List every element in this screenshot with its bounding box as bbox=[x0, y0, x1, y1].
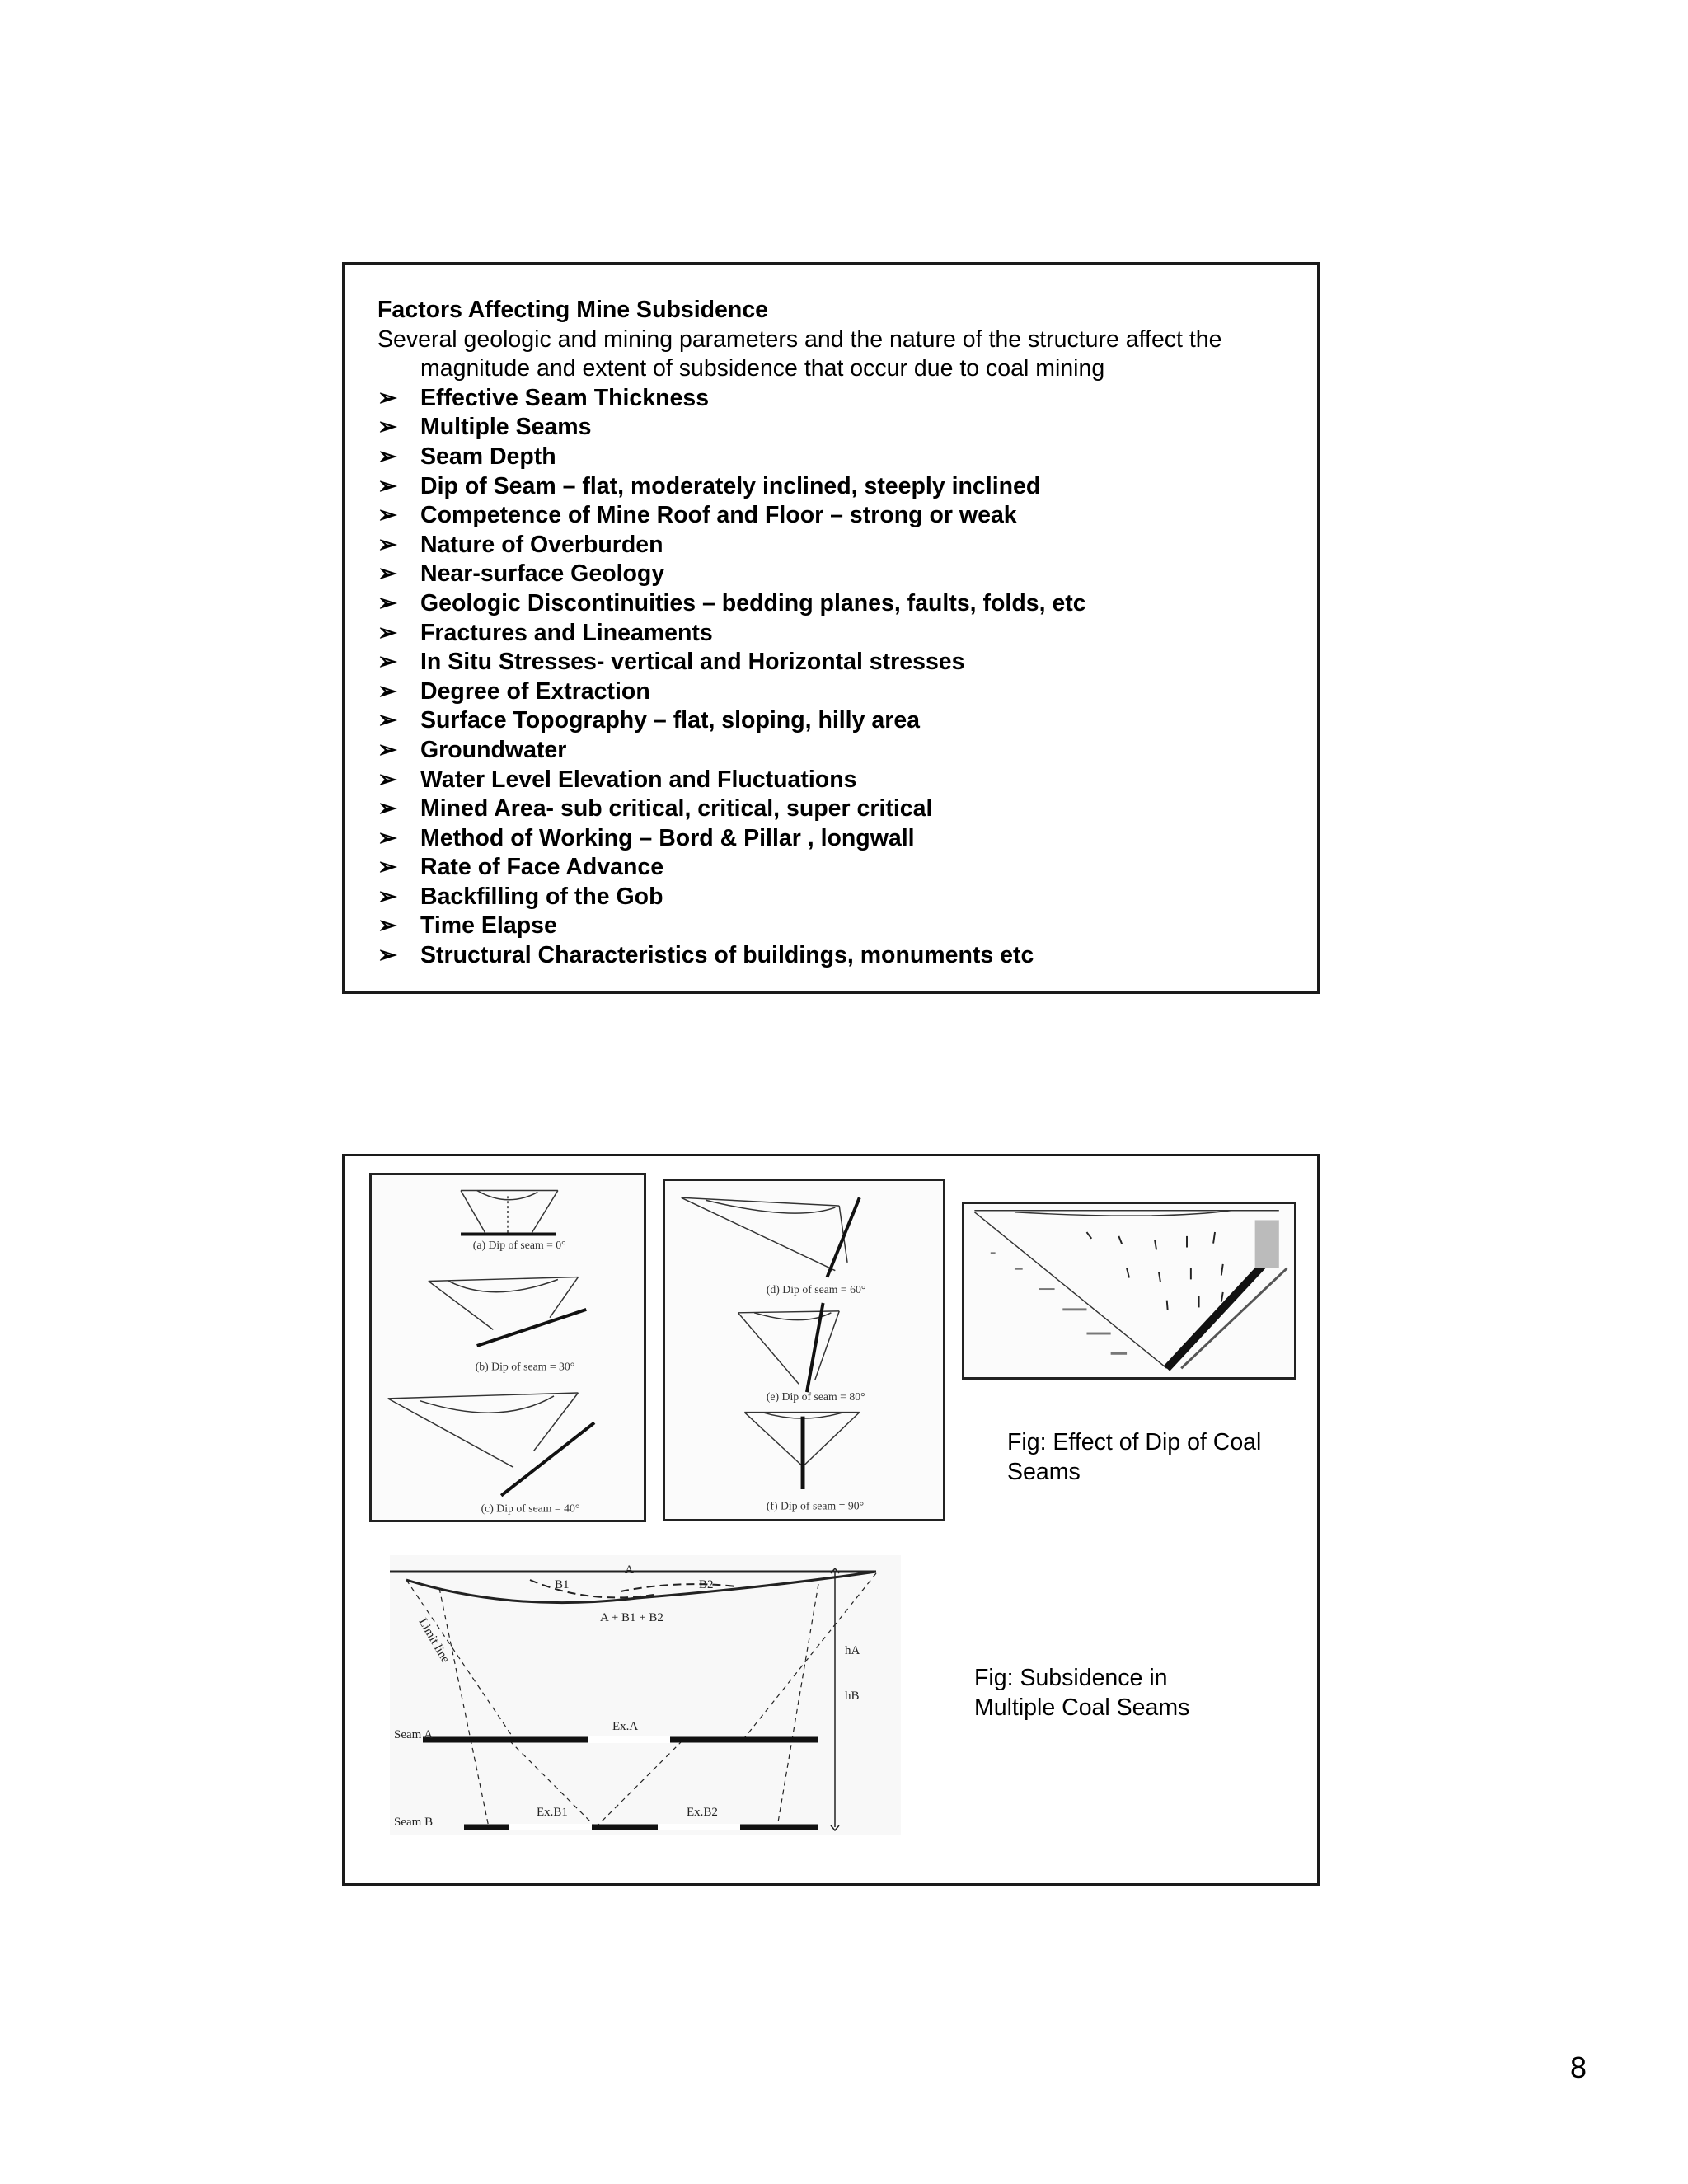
slide-factors-affecting-subsidence bbox=[342, 262, 1320, 994]
dip-sketch-left-drawing bbox=[372, 1175, 644, 1520]
label-ex-a: Ex.A bbox=[612, 1720, 639, 1733]
svg-text:(f) Dip of seam = 90°: (f) Dip of seam = 90° bbox=[766, 1499, 865, 1512]
bullet-arrow-icon: ➢ bbox=[377, 912, 397, 940]
label-ex-b2: Ex.B2 bbox=[687, 1806, 718, 1819]
factor-list bbox=[377, 384, 1284, 971]
factor-label: In Situ Stresses- vertical and Horizontal stresses bbox=[420, 649, 965, 676]
caption-word: Fig: bbox=[974, 1665, 1014, 1691]
caption-dip-of-coal-seams: Fig: Effect of Dip of Coal Seams bbox=[1007, 1429, 1262, 1485]
factor-list-item bbox=[377, 883, 1284, 912]
factor-list-item bbox=[377, 912, 1284, 941]
label-seam-a: Seam A bbox=[394, 1728, 434, 1741]
label-h-b: hB bbox=[845, 1690, 860, 1703]
factor-label: Competence of Mine Roof and Floor – strong or weak bbox=[420, 502, 1017, 529]
bullet-arrow-icon: ➢ bbox=[377, 854, 397, 881]
factor-label: Effective Seam Thickness bbox=[420, 384, 710, 411]
factor-list-item bbox=[377, 413, 1284, 443]
dip-sketch-figure-left bbox=[369, 1173, 646, 1522]
bullet-arrow-icon: ➢ bbox=[377, 443, 397, 470]
caption-word: in bbox=[1149, 1665, 1168, 1691]
label-b2: B2 bbox=[699, 1578, 714, 1591]
factor-label: Backfilling of the Gob bbox=[420, 883, 663, 910]
factor-label: Multiple Seams bbox=[420, 414, 592, 441]
factor-list-item bbox=[377, 736, 1284, 766]
dip-sketch-middle-drawing bbox=[665, 1181, 943, 1519]
factor-label: Dip of Seam – flat, moderately inclined, steeply inclined bbox=[420, 472, 1041, 499]
factor-list-item bbox=[377, 560, 1284, 589]
factor-label: Near-surface Geology bbox=[420, 560, 665, 588]
factor-list-item bbox=[377, 443, 1284, 472]
factor-label: Nature of Overburden bbox=[420, 531, 663, 558]
factor-list-item bbox=[377, 501, 1284, 531]
bullet-arrow-icon: ➢ bbox=[377, 649, 397, 676]
factor-list-item bbox=[377, 472, 1284, 502]
svg-text:(e) Dip of seam = 80°: (e) Dip of seam = 80° bbox=[766, 1390, 865, 1403]
multiple-seam-subsidence-drawing bbox=[390, 1555, 901, 1835]
label-ex-b1: Ex.B1 bbox=[537, 1806, 568, 1819]
svg-text:(a) Dip of seam = 0°: (a) Dip of seam = 0° bbox=[472, 1239, 566, 1252]
bullet-arrow-icon: ➢ bbox=[377, 531, 397, 558]
factor-label: Seam Depth bbox=[420, 443, 556, 470]
label-seam-b: Seam B bbox=[394, 1816, 434, 1829]
factor-label: Method of Working – Bord & Pillar , longwall bbox=[420, 824, 915, 851]
label-b1: B1 bbox=[555, 1578, 570, 1591]
bullet-arrow-icon: ➢ bbox=[377, 707, 397, 734]
factor-list-item bbox=[377, 589, 1284, 619]
slide-subsidence-figures bbox=[342, 1154, 1320, 1886]
factor-list-item bbox=[377, 677, 1284, 707]
bullet-arrow-icon: ➢ bbox=[377, 472, 397, 499]
page-number: 8 bbox=[1570, 2050, 1587, 2084]
factor-list-item bbox=[377, 531, 1284, 560]
caption-line-2: Multiple Coal Seams bbox=[974, 1694, 1190, 1721]
factor-label: Surface Topography – flat, sloping, hilly area bbox=[420, 707, 921, 734]
bullet-arrow-icon: ➢ bbox=[377, 824, 397, 851]
bullet-arrow-icon: ➢ bbox=[377, 883, 397, 910]
label-a: A bbox=[625, 1563, 634, 1577]
factor-label: Geologic Discontinuities – bedding planes, faults, folds, etc bbox=[420, 589, 1086, 616]
caption-multiple-coal-seams bbox=[974, 1663, 1246, 1722]
bullet-arrow-icon: ➢ bbox=[377, 795, 397, 823]
factor-list-item bbox=[377, 941, 1284, 971]
label-limit-line: Limit line bbox=[415, 1616, 452, 1666]
bullet-arrow-icon: ➢ bbox=[377, 384, 397, 411]
svg-text:(d) Dip of seam = 60°: (d) Dip of seam = 60° bbox=[766, 1283, 866, 1296]
bullet-arrow-icon: ➢ bbox=[377, 560, 397, 588]
bullet-arrow-icon: ➢ bbox=[377, 736, 397, 763]
displacement-vector-figure bbox=[962, 1202, 1296, 1380]
bullet-arrow-icon: ➢ bbox=[377, 942, 397, 969]
factor-list-item bbox=[377, 619, 1284, 649]
factor-list-item bbox=[377, 853, 1284, 883]
slide-intro-paragraph: Several geologic and mining parameters and the nature of the structure affect the magnitude and extent of subsidence that occur due to coal mining bbox=[377, 326, 1222, 382]
factor-label: Time Elapse bbox=[420, 912, 557, 940]
slide-text-block bbox=[377, 296, 1284, 971]
label-h-a: hA bbox=[845, 1644, 860, 1657]
factor-label: Rate of Face Advance bbox=[420, 854, 664, 881]
svg-text:(c) Dip of seam = 40°: (c) Dip of seam = 40° bbox=[481, 1502, 580, 1515]
bullet-arrow-icon: ➢ bbox=[377, 619, 397, 646]
bullet-arrow-icon: ➢ bbox=[377, 766, 397, 793]
bullet-arrow-icon: ➢ bbox=[377, 414, 397, 441]
multiple-seam-subsidence-figure bbox=[390, 1555, 901, 1835]
factor-label: Fractures and Lineaments bbox=[420, 619, 713, 646]
bullet-arrow-icon: ➢ bbox=[377, 589, 397, 616]
factor-list-item bbox=[377, 706, 1284, 736]
factor-list-item bbox=[377, 648, 1284, 677]
factor-label: Water Level Elevation and Fluctuations bbox=[420, 766, 857, 793]
factor-label: Structural Characteristics of buildings, monuments etc bbox=[420, 942, 1034, 969]
bullet-arrow-icon: ➢ bbox=[377, 502, 397, 529]
svg-text:(b) Dip of seam = 30°: (b) Dip of seam = 30° bbox=[475, 1360, 575, 1373]
factor-list-item bbox=[377, 766, 1284, 795]
caption-word: Subsidence bbox=[1020, 1665, 1143, 1691]
bullet-arrow-icon: ➢ bbox=[377, 677, 397, 705]
factor-list-item bbox=[377, 384, 1284, 414]
displacement-vector-drawing bbox=[964, 1204, 1294, 1377]
factor-label: Mined Area- sub critical, critical, super critical bbox=[420, 795, 933, 823]
dip-sketch-figure-middle bbox=[663, 1179, 945, 1521]
factor-label: Degree of Extraction bbox=[420, 677, 650, 705]
factor-list-item bbox=[377, 794, 1284, 824]
slide-title: Factors Affecting Mine Subsidence bbox=[377, 297, 769, 323]
factor-label: Groundwater bbox=[420, 736, 567, 763]
label-sum: A + B1 + B2 bbox=[600, 1611, 663, 1624]
factor-list-item bbox=[377, 824, 1284, 854]
